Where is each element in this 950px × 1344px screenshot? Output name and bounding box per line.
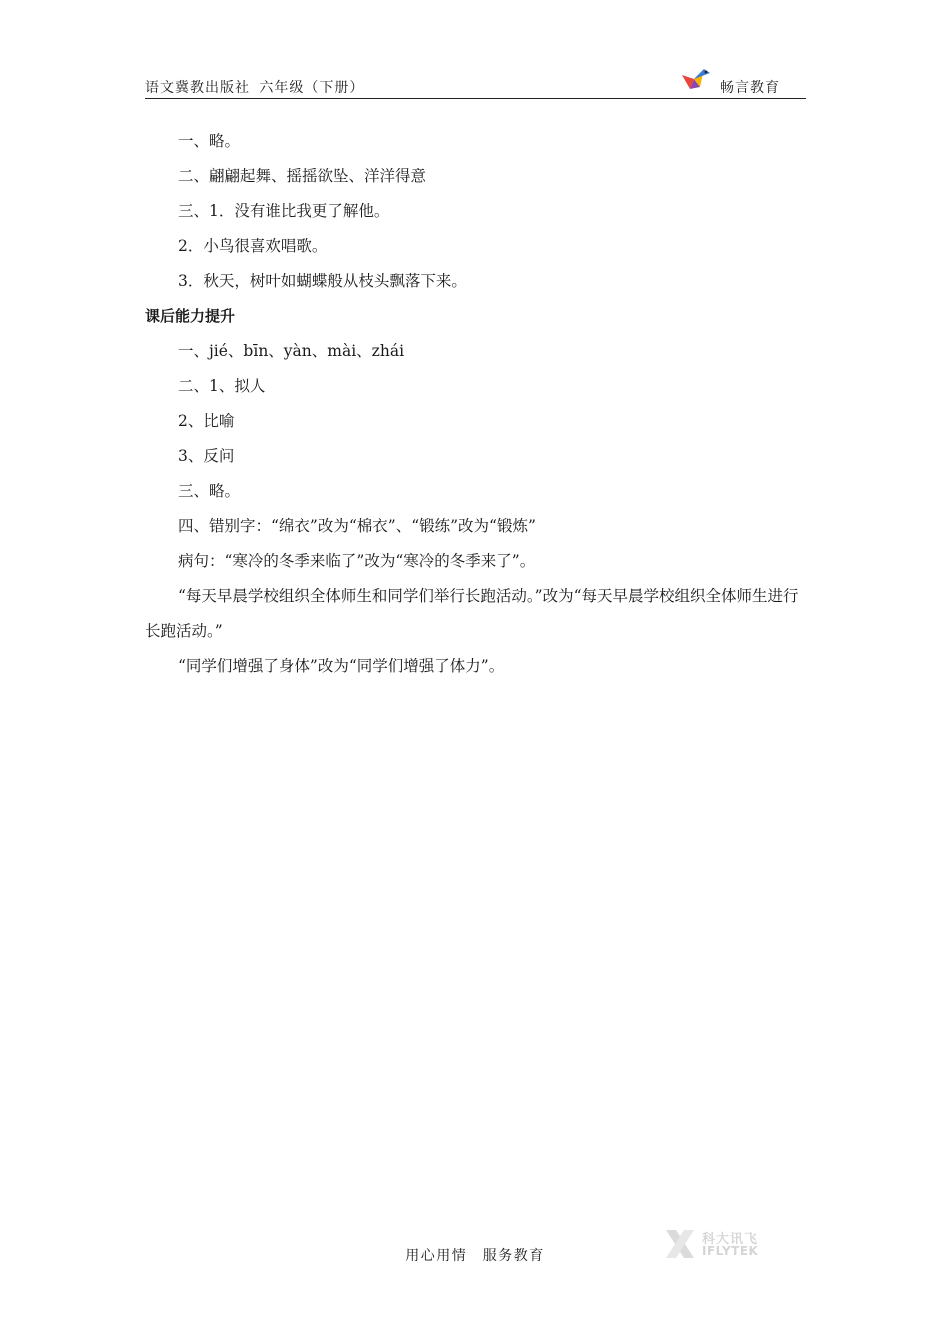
watermark-cn-text: 科大讯飞 (702, 1232, 759, 1247)
answer-line: 二、翩翩起舞、摇摇欲坠、洋洋得意 (178, 167, 427, 185)
answer-line: 3．秋天，树叶如蝴蝶般从枝头飘落下来。 (178, 272, 467, 290)
answer-line: 2、比喻 (178, 412, 235, 430)
answer-line: 一、略。 (178, 132, 241, 150)
answer-line: 3、反问 (178, 447, 235, 465)
watermark-en-text: IFLYTEK (702, 1244, 759, 1258)
answer-line: 2．小鸟很喜欢唱歌。 (178, 237, 328, 255)
answer-line: 病句：“寒冷的冬季来临了”改为“寒冷的冬季来了”。 (178, 552, 536, 570)
iflytek-watermark (662, 1226, 774, 1262)
header-brand-name: 畅言教育 (720, 80, 780, 96)
answer-line: 四、错别字：“绵衣”改为“棉衣”、“锻练”改为“锻炼” (178, 517, 536, 535)
answer-line: 二、1、拟人 (178, 377, 266, 395)
iflytek-x-icon (662, 1226, 698, 1262)
answer-paragraph: “每天早晨学校组织全体师生和同学们举行长跑活动。”改为“每天早晨学校组织全体师生进行长跑活动。” (145, 587, 799, 640)
answer-line: 三、1．没有谁比我更了解他。 (178, 202, 390, 220)
footer-slogan: 用心用情 服务教育 (405, 1248, 545, 1264)
section-title: 课后能力提升 (145, 307, 236, 325)
header-publisher: 语文冀教出版社 六年级（下册） (145, 80, 365, 96)
answer-line: 一、jié、bīn、yàn、mài、zhái (178, 342, 405, 360)
page-header (145, 74, 806, 99)
answer-line: 三、略。 (178, 482, 241, 500)
answer-line: “同学们增强了身体”改为“同学们增强了体力”。 (178, 657, 505, 675)
bird-logo-icon (680, 67, 712, 93)
answer-content (145, 124, 806, 684)
